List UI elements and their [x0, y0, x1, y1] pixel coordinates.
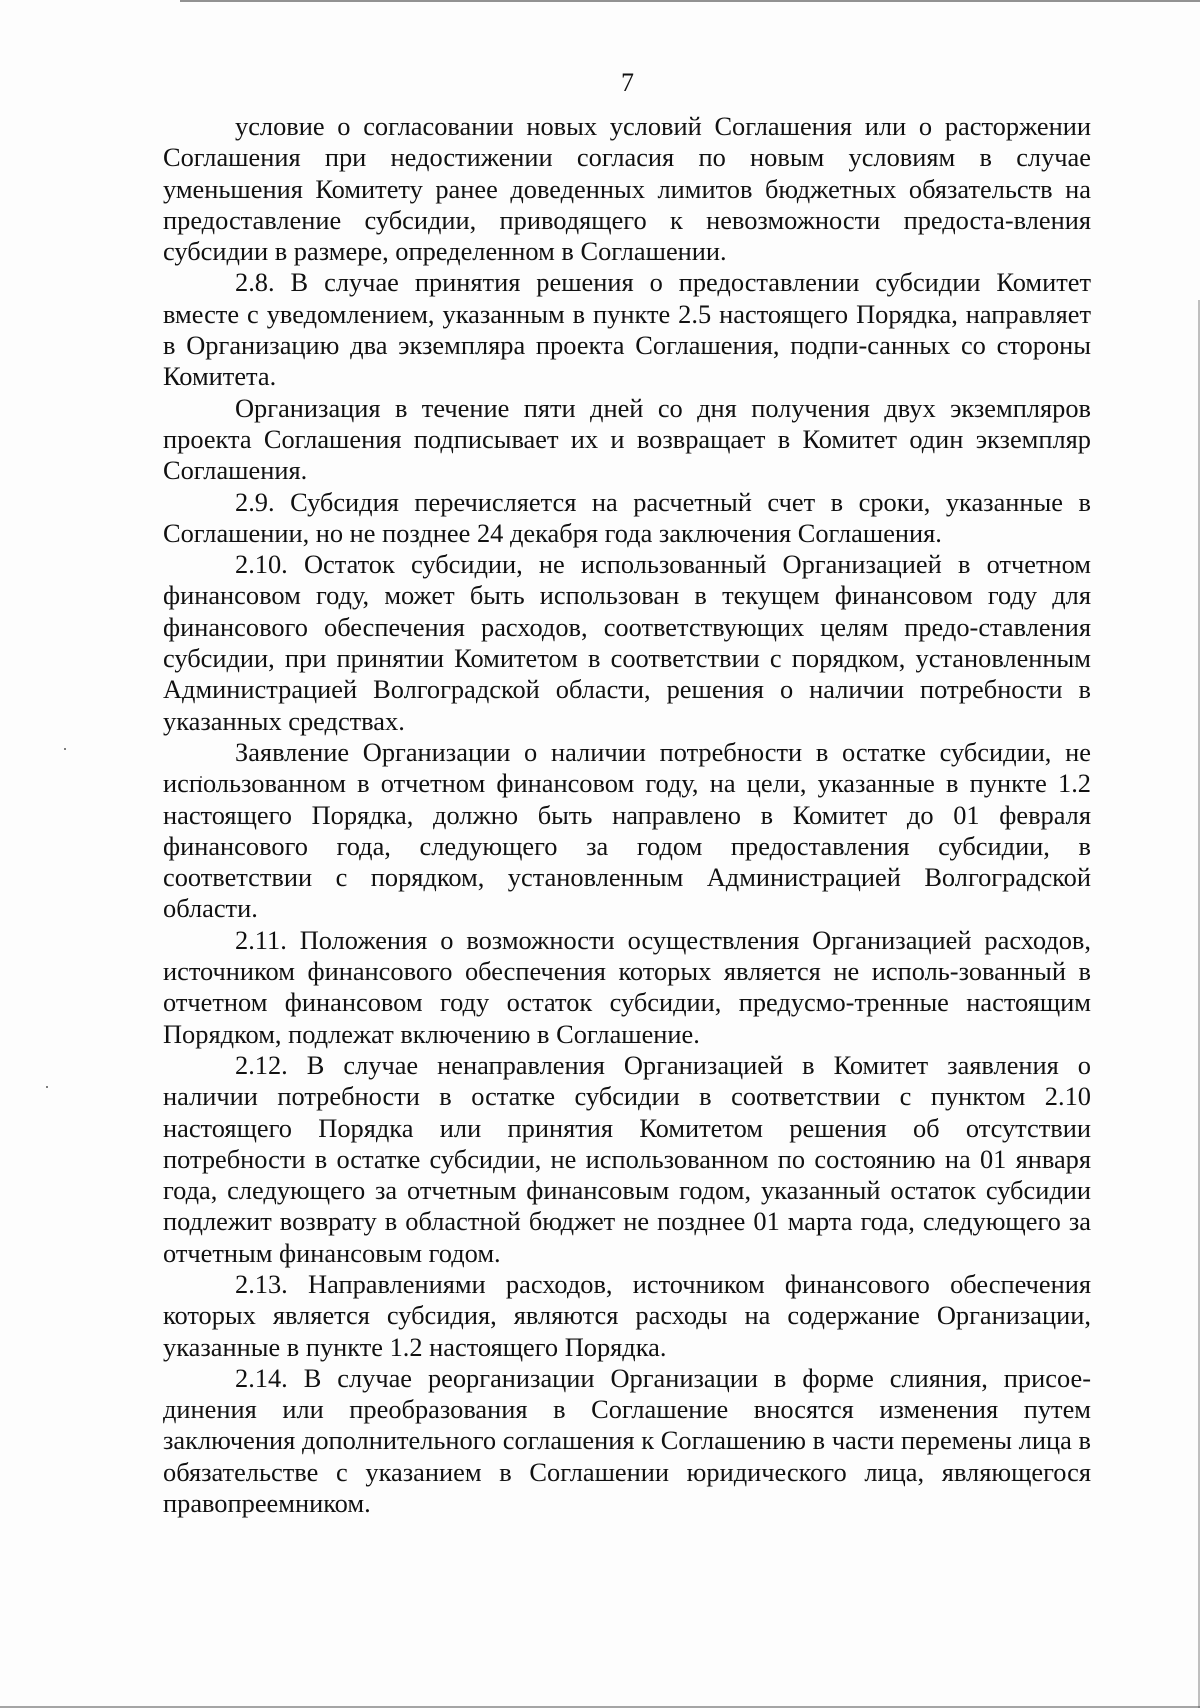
- paragraph-2-10: 2.10. Остаток субсидии, не использованный Организацией в отчетном финансовом году, может быть использован в текущем финансовом году для финансового обеспечения расходов, соответствующих целям предо-ставления субсидии, при принятии Комитетом в соответствии с порядком, установленным Администрацией Волгоградской области, решения о наличии потребности в указанных средствах.: [163, 549, 1091, 736]
- paragraph-2-14: 2.14. В случае реорганизации Организации в форме слияния, присое-динения или преобразования в Соглашение вносятся изменения путем заключения дополнительного соглашения к Соглашению в части перемены лица в обязательстве с указанием в Соглашении юридического лица, являющегося правопреемником.: [163, 1362, 1091, 1519]
- paragraph-continuation: условие о согласовании новых условий Соглашения или о расторжении Соглашения при недостижении согласия по новым условиям в случае уменьшения Комитету ранее доведенных лимитов бюджетных обязательств на предоставление субсидии, приводящего к невозможности предоста-вления субсидии в размере, определенном в Соглашении.: [163, 111, 1091, 267]
- paragraph-2-12: 2.12. В случае ненаправления Организацией в Комитет заявления о наличии потребности в остатке субсидии в соответствии с пунктом 2.10 настоящего Порядка или принятия Комитетом решения об отсутствии потребности в остатке субсидии, не использованном по состоянию на 01 января года, следующего за отчетным финансовым годом, указанный остаток субсидии подлежит возврату в областной бюджет не позднее 01 марта года, следующего за отчетным финансовым годом.: [163, 1049, 1091, 1268]
- paragraph-2-8: 2.8. В случае принятия решения о предоставлении субсидии Комитет вместе с уведомлением, указанным в пункте 2.5 настоящего Порядка, направляет в Организацию два экземпляра проекта Соглашения, подпи-санных со стороны Комитета.: [163, 267, 1091, 392]
- scan-edge-top: [180, 0, 1200, 2]
- paragraph-2-11: 2.11. Положения о возможности осуществления Организацией расходов, источником финансового обеспечения которых является не исполь-зованный в отчетном финансовом году остаток субсидии, предусмо-тренные настоящим Порядком, подлежат включению в Соглашение.: [163, 924, 1091, 1049]
- scan-speck: [46, 1086, 48, 1088]
- paragraph-2-13: 2.13. Направлениями расходов, источником финансового обеспечения которых является субсидия, являются расходы на содержание Организации, указанные в пункте 1.2 настоящего Порядка.: [163, 1268, 1091, 1362]
- scan-speck: [64, 748, 66, 750]
- document-body: [163, 111, 1091, 1519]
- page-number: 7: [621, 68, 634, 97]
- paragraph-2-8-cont: Организация в течение пяти дней со дня получения двух экземпляров проекта Соглашения подписывает их и возвращает в Комитет один экземпляр Соглашения.: [163, 392, 1091, 486]
- paragraph-2-10-cont: Заявление Организации о наличии потребности в остатке субсидии, не использованном в отчетном финансовом году, на цели, указанные в пункте 1.2 настоящего Порядка, должно быть направлено в Комитет до 01 февраля финансового года, следующего за годом предоставления субсидии, в соответствии с порядком, установленным Администрацией Волгоградской области.: [163, 736, 1091, 924]
- paragraph-2-9: 2.9. Субсидия перечисляется на расчетный счет в сроки, указанные в Соглашении, но не позднее 24 декабря года заключения Соглашения.: [163, 486, 1091, 548]
